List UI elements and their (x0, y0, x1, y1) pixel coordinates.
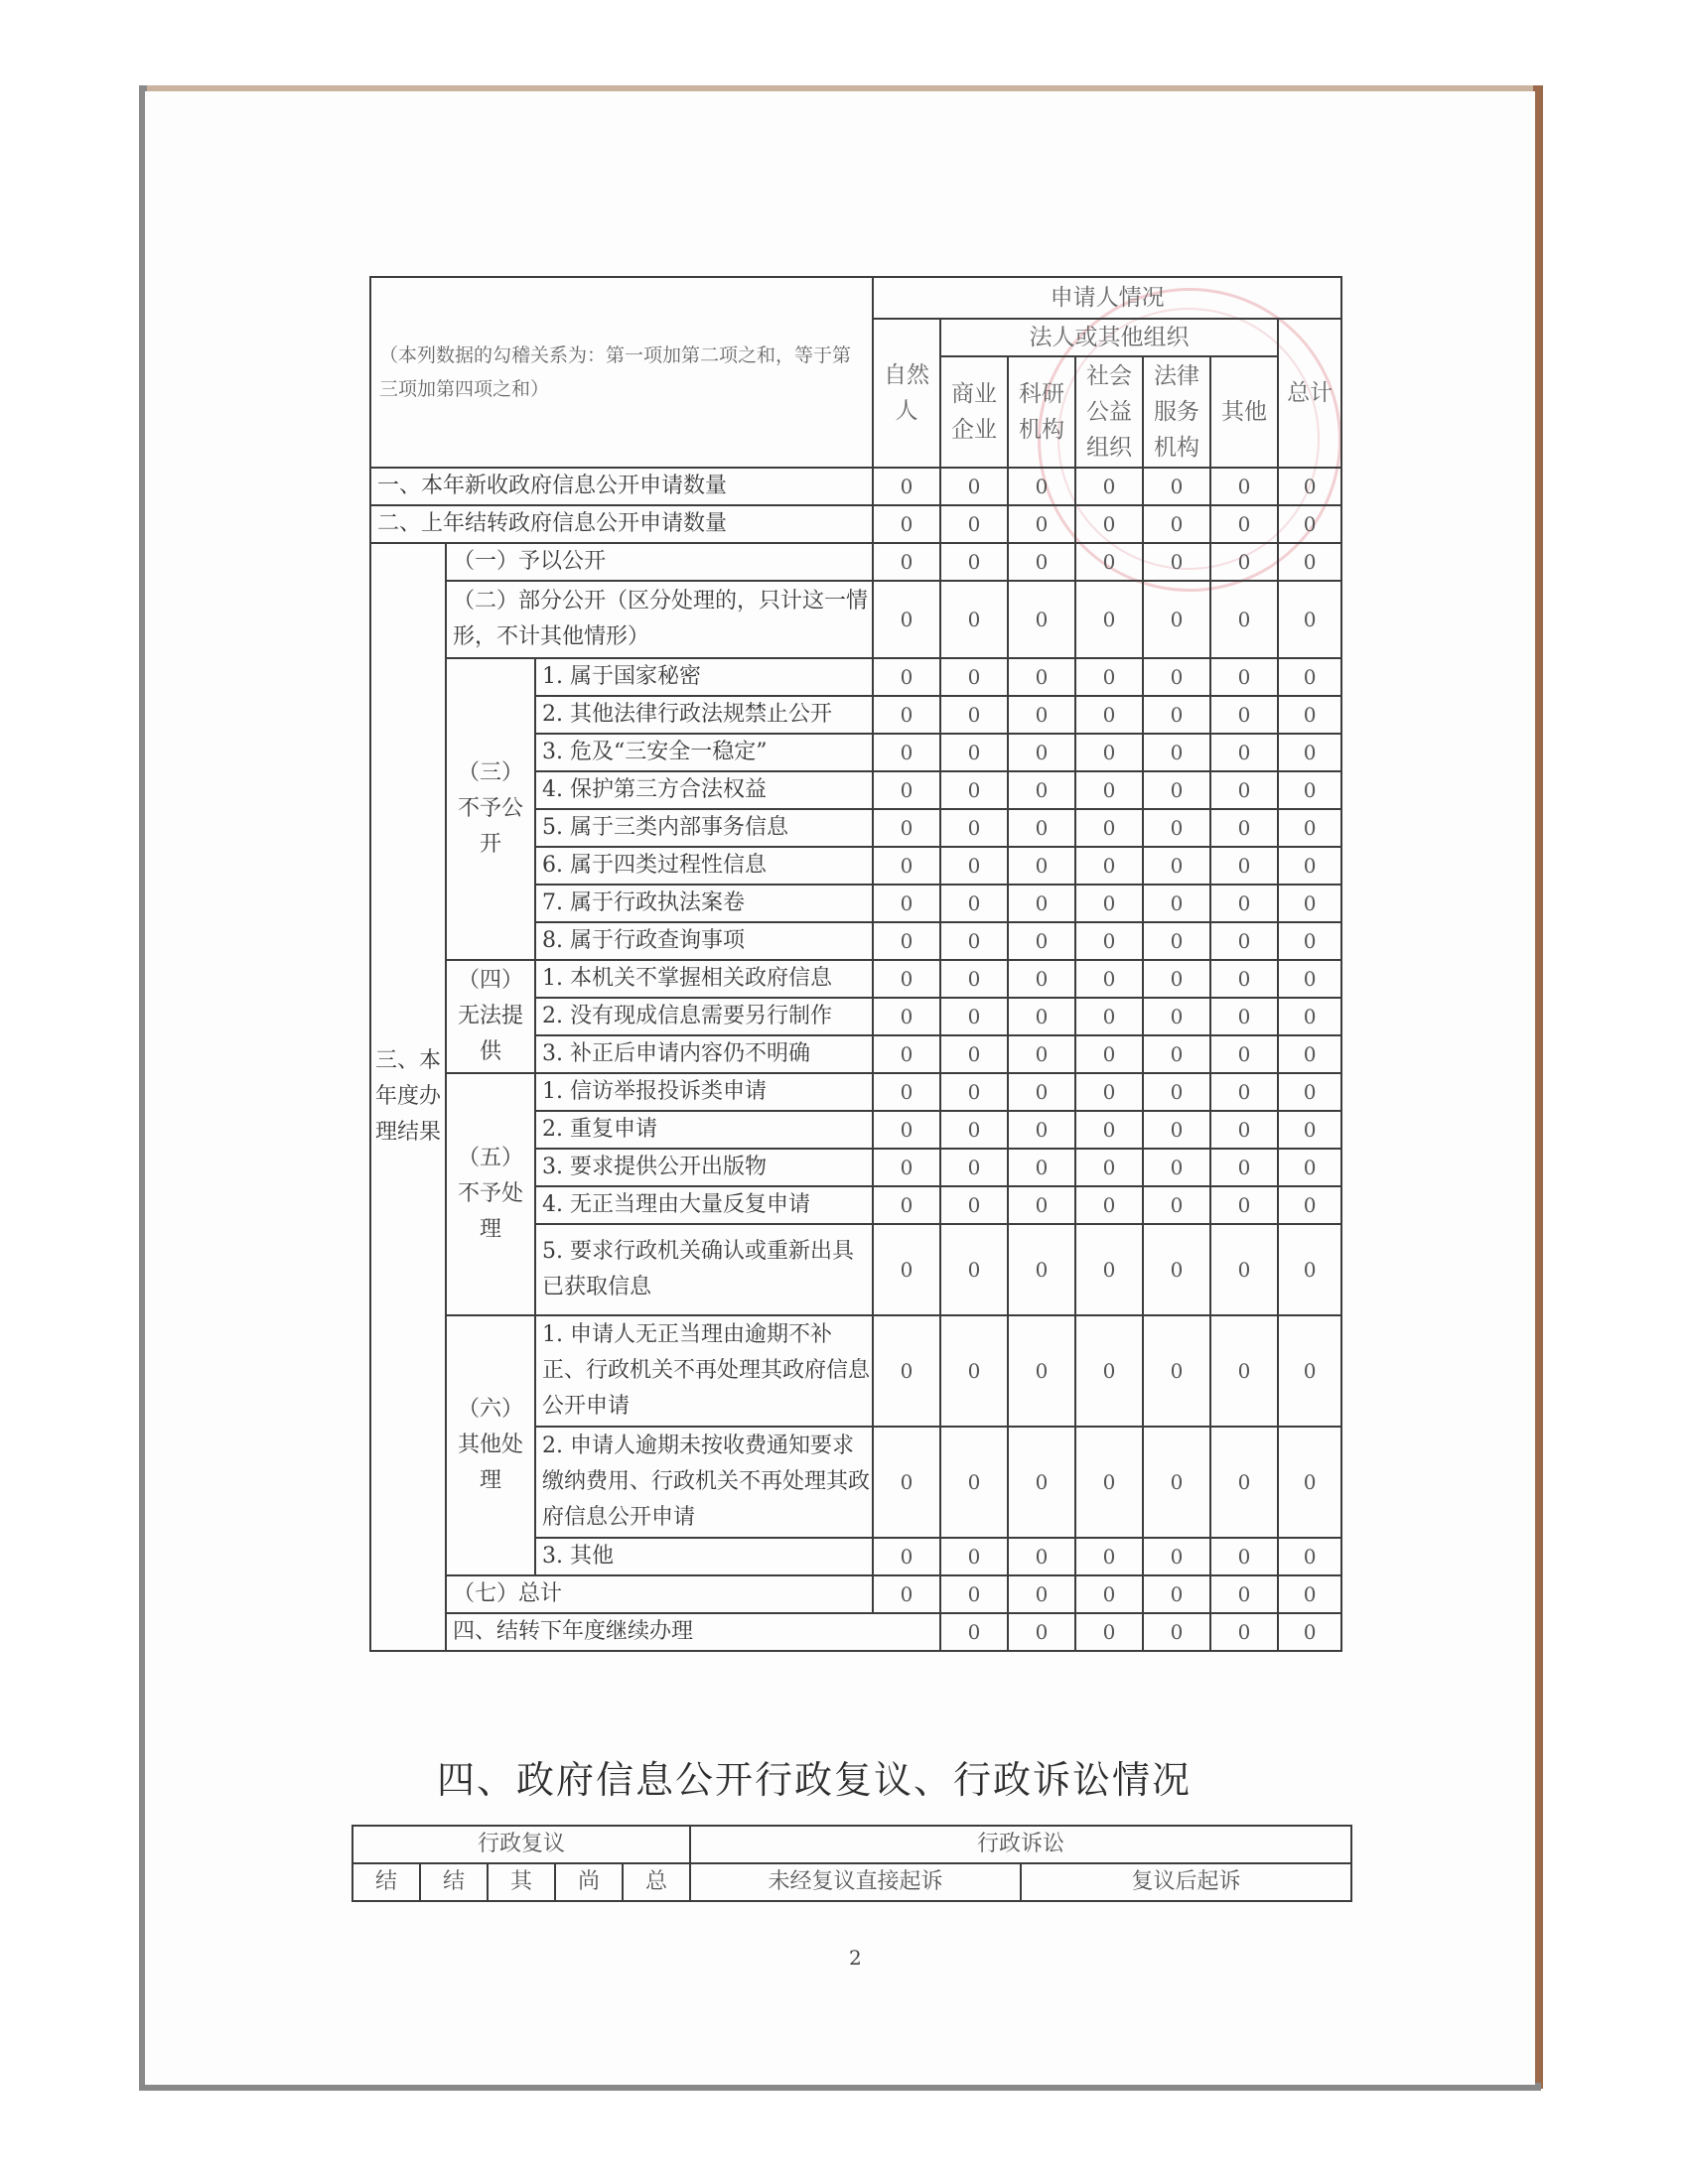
group3-label: （三）不予公开 (446, 658, 535, 960)
cell-value: 0 (1008, 960, 1075, 998)
cell-value: 0 (873, 1224, 940, 1315)
header-commercial: 商业企业 (940, 356, 1008, 468)
cell-value: 0 (873, 1149, 940, 1186)
cell-value: 0 (1143, 1035, 1210, 1073)
cell-value: 0 (1210, 1538, 1278, 1575)
cell-value: 0 (873, 1427, 940, 1538)
cell-value: 0 (1278, 1538, 1341, 1575)
cell-value: 0 (1143, 543, 1210, 581)
header-social-welfare: 社会公益组织 (1075, 356, 1143, 468)
cell-value: 0 (1075, 1224, 1143, 1315)
cell-value: 0 (1210, 1315, 1278, 1427)
cell-value: 0 (1278, 581, 1341, 658)
cell-value: 0 (940, 1035, 1008, 1073)
cell-value: 0 (940, 1315, 1008, 1427)
cell-value: 0 (940, 847, 1008, 885)
cell-value: 0 (1278, 1035, 1341, 1073)
cell-value: 0 (1278, 960, 1341, 998)
item-partial-disclose-label: （二）部分公开（区分处理的，只计这一情形，不计其他情形） (446, 581, 873, 658)
cell-value: 0 (1143, 847, 1210, 885)
cell-value: 0 (1075, 1073, 1143, 1111)
cell-value: 0 (1278, 998, 1341, 1035)
cell-value: 0 (1210, 1073, 1278, 1111)
cell-value: 0 (1008, 1538, 1075, 1575)
group6-item: 1. 申请人无正当理由逾期不补正、行政机关不再处理其政府信息公开申请 (535, 1315, 873, 1427)
cell-value: 0 (1210, 847, 1278, 885)
cell-value: 0 (1075, 581, 1143, 658)
cell-value: 0 (1210, 1035, 1278, 1073)
cell-value: 0 (1008, 1186, 1075, 1224)
cell-value: 0 (1075, 1186, 1143, 1224)
group4-label: （四）无法提供 (446, 960, 535, 1073)
review-col-header: 结 (420, 1863, 488, 1901)
cell-value: 0 (940, 696, 1008, 734)
cell-value: 0 (940, 771, 1008, 809)
cell-value: 0 (1075, 1035, 1143, 1073)
cell-value: 0 (1278, 771, 1341, 809)
cell-value: 0 (1075, 960, 1143, 998)
cell-value: 0 (1278, 696, 1341, 734)
cell-value: 0 (1075, 696, 1143, 734)
cell-value: 0 (940, 581, 1008, 658)
cell-value: 0 (940, 468, 1008, 505)
cell-value: 0 (1210, 468, 1278, 505)
cell-value: 0 (940, 1224, 1008, 1315)
header-after-review-suit: 复议后起诉 (1021, 1863, 1351, 1901)
section-title: 四、政府信息公开行政复议、行政诉讼情况 (437, 1758, 1193, 1802)
cell-value: 0 (1278, 847, 1341, 885)
cell-value: 0 (1075, 468, 1143, 505)
group3-item: 4. 保护第三方合法权益 (535, 771, 873, 809)
cell-value: 0 (1075, 922, 1143, 960)
row-new-applications-label: 一、本年新收政府信息公开申请数量 (370, 468, 873, 505)
cell-value: 0 (1143, 658, 1210, 696)
cell-value: 0 (1278, 1613, 1341, 1651)
cell-value: 0 (940, 1427, 1008, 1538)
group5-label: （五）不予处理 (446, 1073, 535, 1315)
cell-value: 0 (1278, 1073, 1341, 1111)
cell-value: 0 (873, 468, 940, 505)
cell-value: 0 (1143, 1575, 1210, 1613)
cell-value: 0 (1210, 505, 1278, 543)
cell-value: 0 (873, 1186, 940, 1224)
item-disclose-label: （一）予以公开 (446, 543, 873, 581)
cell-value: 0 (1143, 696, 1210, 734)
cell-value: 0 (1143, 1538, 1210, 1575)
cell-value: 0 (873, 696, 940, 734)
cell-value: 0 (1210, 771, 1278, 809)
cell-value: 0 (1210, 543, 1278, 581)
cell-value: 0 (1278, 468, 1341, 505)
group3-item: 1. 属于国家秘密 (535, 658, 873, 696)
group6-item: 3. 其他 (535, 1538, 873, 1575)
header-admin-review: 行政复议 (352, 1826, 690, 1863)
cell-value: 0 (1278, 1224, 1341, 1315)
cell-value: 0 (1210, 1224, 1278, 1315)
cell-value: 0 (1143, 1427, 1210, 1538)
cell-value: 0 (873, 1575, 940, 1613)
review-col-header: 尚 (555, 1863, 623, 1901)
table-note: （本列数据的勾稽关系为：第一项加第二项之和，等于第三项加第四项之和） (370, 277, 873, 468)
review-col-header: 其 (488, 1863, 555, 1901)
cell-value: 0 (1008, 734, 1075, 771)
row-carry-forward-label: 四、结转下年度继续办理 (446, 1613, 940, 1651)
cell-value: 0 (1008, 771, 1075, 809)
page-number: 2 (849, 1946, 862, 1970)
cell-value: 0 (1143, 809, 1210, 847)
cell-value: 0 (1008, 885, 1075, 922)
cell-value: 0 (1210, 1186, 1278, 1224)
cell-value: 0 (1210, 922, 1278, 960)
cell-value: 0 (1278, 1575, 1341, 1613)
cell-value: 0 (1008, 1224, 1075, 1315)
cell-value: 0 (1075, 734, 1143, 771)
cell-value: 0 (873, 1538, 940, 1575)
cell-value: 0 (940, 505, 1008, 543)
group6-item: 2. 申请人逾期未按收费通知要求缴纳费用、行政机关不再处理其政府信息公开申请 (535, 1427, 873, 1538)
cell-value: 0 (1075, 1613, 1143, 1651)
cell-value: 0 (1143, 581, 1210, 658)
cell-value: 0 (1008, 1613, 1075, 1651)
group3-item: 3. 危及“三安全一稳定” (535, 734, 873, 771)
cell-value: 0 (1143, 1186, 1210, 1224)
review-col-header: 总 (623, 1863, 690, 1901)
cell-value: 0 (940, 1575, 1008, 1613)
cell-value: 0 (1143, 922, 1210, 960)
cell-value: 0 (1278, 543, 1341, 581)
cell-value: 0 (940, 885, 1008, 922)
cell-value: 0 (1143, 1073, 1210, 1111)
cell-value: 0 (940, 543, 1008, 581)
group4-item: 1. 本机关不掌握相关政府信息 (535, 960, 873, 998)
cell-value: 0 (1210, 1427, 1278, 1538)
cell-value: 0 (1008, 696, 1075, 734)
group3-item: 6. 属于四类过程性信息 (535, 847, 873, 885)
cell-value: 0 (1008, 581, 1075, 658)
cell-value: 0 (1278, 1111, 1341, 1149)
application-statistics-table (369, 276, 1342, 1652)
header-admin-litigation: 行政诉讼 (690, 1826, 1351, 1863)
group4-item: 3. 补正后申请内容仍不明确 (535, 1035, 873, 1073)
cell-value: 0 (1075, 885, 1143, 922)
cell-value: 0 (1210, 734, 1278, 771)
cell-value: 0 (1075, 543, 1143, 581)
group5-item: 3. 要求提供公开出版物 (535, 1149, 873, 1186)
group3-item: 8. 属于行政查询事项 (535, 922, 873, 960)
cell-value: 0 (1210, 809, 1278, 847)
cell-value: 0 (1075, 998, 1143, 1035)
cell-value: 0 (1008, 847, 1075, 885)
cell-value: 0 (1143, 734, 1210, 771)
cell-value: 0 (1075, 1538, 1143, 1575)
cell-value: 0 (1278, 1186, 1341, 1224)
cell-value: 0 (873, 1111, 940, 1149)
header-research: 科研机构 (1008, 356, 1075, 468)
cell-value: 0 (1008, 1149, 1075, 1186)
cell-value: 0 (1278, 885, 1341, 922)
cell-value: 0 (940, 960, 1008, 998)
cell-value: 0 (1278, 809, 1341, 847)
cell-value: 0 (1008, 1427, 1075, 1538)
group6-label: （六）其他处理 (446, 1315, 535, 1575)
cell-value: 0 (940, 1613, 1008, 1651)
section3-label: 三、本年度办理结果 (370, 543, 446, 1651)
cell-value: 0 (1143, 885, 1210, 922)
cell-value: 0 (1210, 696, 1278, 734)
cell-value: 0 (873, 885, 940, 922)
cell-value: 0 (873, 809, 940, 847)
review-litigation-table (352, 1825, 1352, 1902)
cell-value: 0 (1278, 658, 1341, 696)
group5-item: 4. 无正当理由大量反复申请 (535, 1186, 873, 1224)
cell-value: 0 (873, 1073, 940, 1111)
cell-value: 0 (1008, 922, 1075, 960)
cell-value: 0 (1008, 1315, 1075, 1427)
cell-value: 0 (1143, 960, 1210, 998)
cell-value: 0 (1143, 468, 1210, 505)
cell-value: 0 (1008, 1575, 1075, 1613)
row-carried-over-label: 二、上年结转政府信息公开申请数量 (370, 505, 873, 543)
cell-value: 0 (873, 505, 940, 543)
cell-value: 0 (1075, 505, 1143, 543)
cell-value: 0 (873, 922, 940, 960)
cell-value: 0 (1008, 658, 1075, 696)
group3-item: 2. 其他法律行政法规禁止公开 (535, 696, 873, 734)
cell-value: 0 (940, 658, 1008, 696)
cell-value: 0 (940, 1538, 1008, 1575)
group3-item: 7. 属于行政执法案卷 (535, 885, 873, 922)
cell-value: 0 (1210, 1111, 1278, 1149)
cell-value: 0 (1278, 505, 1341, 543)
cell-value: 0 (1075, 1315, 1143, 1427)
cell-value: 0 (1278, 922, 1341, 960)
group3-item: 5. 属于三类内部事务信息 (535, 809, 873, 847)
review-col-header: 结 (352, 1863, 420, 1901)
group5-item: 2. 重复申请 (535, 1111, 873, 1149)
group5-item: 5. 要求行政机关确认或重新出具已获取信息 (535, 1224, 873, 1315)
cell-value: 0 (1210, 1575, 1278, 1613)
cell-value: 0 (1008, 998, 1075, 1035)
cell-value: 0 (873, 543, 940, 581)
cell-value: 0 (1210, 960, 1278, 998)
cell-value: 0 (873, 1315, 940, 1427)
cell-value: 0 (1278, 1427, 1341, 1538)
cell-value: 0 (1075, 847, 1143, 885)
cell-value: 0 (940, 1073, 1008, 1111)
header-direct-suit: 未经复议直接起诉 (690, 1863, 1021, 1901)
cell-value: 0 (1210, 1613, 1278, 1651)
cell-value: 0 (1008, 543, 1075, 581)
header-legal-service: 法律服务机构 (1143, 356, 1210, 468)
cell-value: 0 (1008, 1035, 1075, 1073)
cell-value: 0 (873, 1035, 940, 1073)
cell-value: 0 (1143, 1315, 1210, 1427)
group4-item: 2. 没有现成信息需要另行制作 (535, 998, 873, 1035)
item-total-label: （七）总计 (446, 1575, 873, 1613)
cell-value: 0 (1278, 734, 1341, 771)
cell-value: 0 (940, 734, 1008, 771)
header-total: 总计 (1278, 319, 1341, 468)
cell-value: 0 (1143, 1149, 1210, 1186)
cell-value: 0 (1075, 809, 1143, 847)
cell-value: 0 (873, 771, 940, 809)
cell-value: 0 (1143, 1224, 1210, 1315)
cell-value: 0 (1008, 1073, 1075, 1111)
cell-value: 0 (873, 658, 940, 696)
cell-value: 0 (873, 847, 940, 885)
cell-value: 0 (873, 581, 940, 658)
cell-value: 0 (940, 922, 1008, 960)
header-other: 其他 (1210, 356, 1278, 468)
cell-value: 0 (1143, 998, 1210, 1035)
header-natural-person: 自然人 (873, 319, 940, 468)
cell-value: 0 (940, 998, 1008, 1035)
cell-value: 0 (1075, 1149, 1143, 1186)
cell-value: 0 (1075, 1111, 1143, 1149)
cell-value: 0 (1210, 885, 1278, 922)
cell-value: 0 (1008, 505, 1075, 543)
cell-value: 0 (1210, 998, 1278, 1035)
cell-value: 0 (1210, 581, 1278, 658)
cell-value: 0 (1210, 658, 1278, 696)
cell-value: 0 (1075, 1575, 1143, 1613)
cell-value: 0 (1075, 771, 1143, 809)
cell-value: 0 (873, 960, 940, 998)
cell-value: 0 (940, 1186, 1008, 1224)
header-applicant-info: 申请人情况 (873, 277, 1341, 319)
cell-value: 0 (1278, 1149, 1341, 1186)
cell-value: 0 (1143, 505, 1210, 543)
cell-value: 0 (1278, 1315, 1341, 1427)
cell-value: 0 (1143, 1613, 1210, 1651)
cell-value: 0 (940, 809, 1008, 847)
cell-value: 0 (873, 734, 940, 771)
cell-value: 0 (1075, 1427, 1143, 1538)
group5-item: 1. 信访举报投诉类申请 (535, 1073, 873, 1111)
cell-value: 0 (1143, 1111, 1210, 1149)
cell-value: 0 (873, 998, 940, 1035)
cell-value: 0 (1143, 771, 1210, 809)
cell-value: 0 (1008, 809, 1075, 847)
cell-value: 0 (1008, 1111, 1075, 1149)
cell-value: 0 (1075, 658, 1143, 696)
cell-value: 0 (1210, 1149, 1278, 1186)
header-legal-or-other: 法人或其他组织 (940, 319, 1278, 356)
cell-value: 0 (1008, 468, 1075, 505)
cell-value: 0 (940, 1149, 1008, 1186)
cell-value: 0 (940, 1111, 1008, 1149)
